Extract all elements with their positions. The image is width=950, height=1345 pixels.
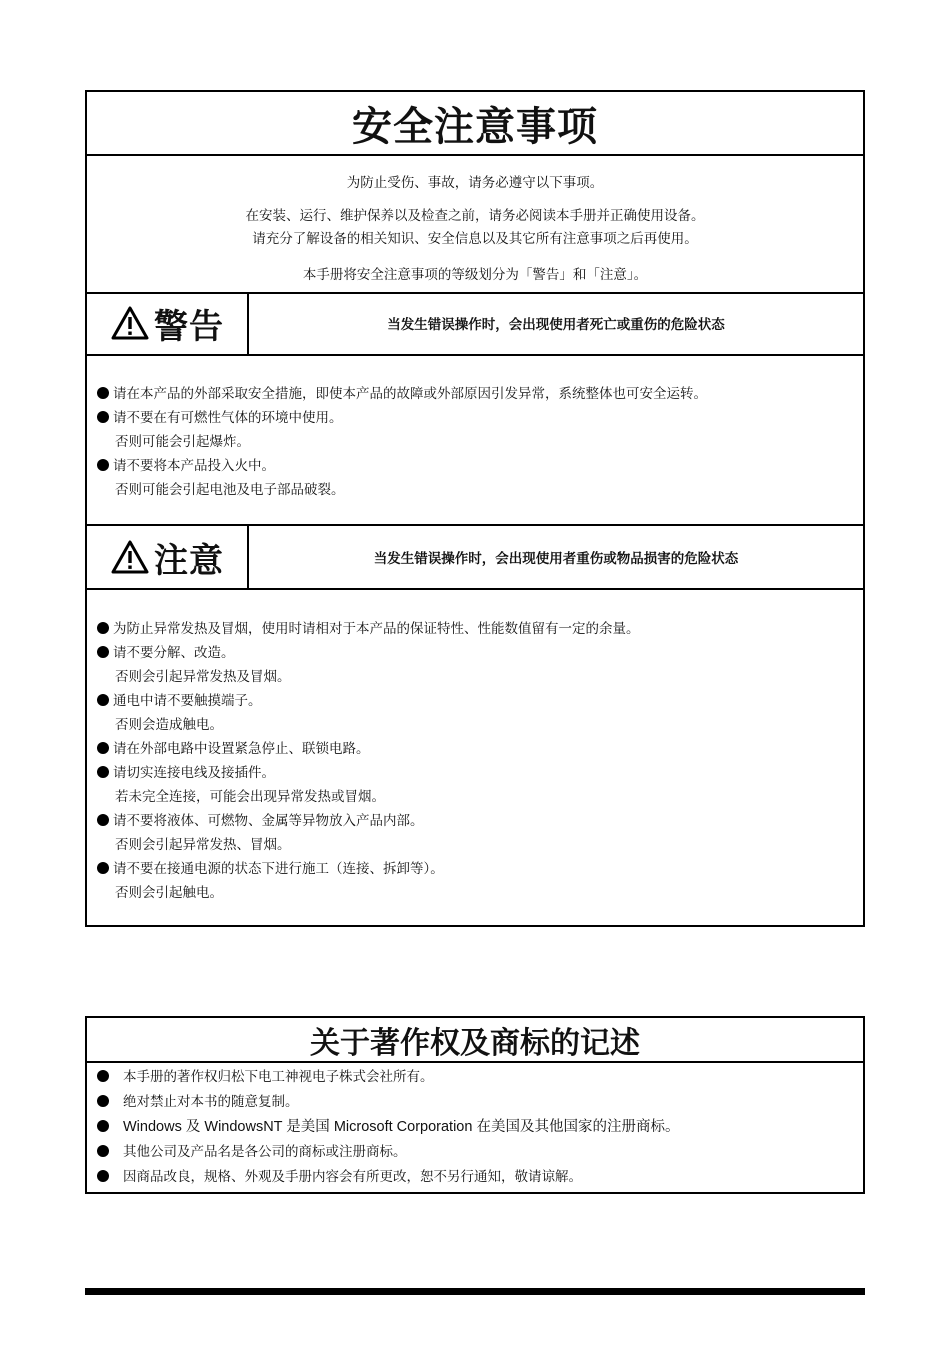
- bullet-icon: [97, 646, 109, 658]
- list-item-note: 否则会引起异常发热、冒烟。: [115, 837, 291, 853]
- list-item: [97, 1118, 679, 1136]
- list-item: [97, 860, 444, 878]
- caution-label: 注意: [154, 540, 224, 581]
- list-item: [97, 812, 424, 830]
- list-item-text: 请切实连接电线及接插件。: [113, 765, 275, 781]
- list-item-text: 因商品改良，规格、外观及手册内容会有所更改，恕不另行通知，敬请谅解。: [123, 1169, 582, 1185]
- bullet-icon: [97, 814, 109, 826]
- warning-triangle-icon: [110, 539, 150, 575]
- list-item-text: 通电中请不要触摸端子。: [113, 693, 262, 709]
- list-item-note: 若未完全连接，可能会出现异常发热或冒烟。: [115, 789, 385, 805]
- list-item-note: 否则会引起触电。: [115, 885, 223, 901]
- list-item-note: 否则会造成触电。: [115, 717, 223, 733]
- list-item-text: 为防止异常发热及冒烟，使用时请相对于本产品的保证特性、性能数值留有一定的余量。: [113, 621, 640, 637]
- list-item-note: 否则会引起异常发热及冒烟。: [115, 669, 291, 685]
- list-item: [97, 620, 640, 638]
- bullet-icon: [97, 1145, 109, 1157]
- copyright-title: 关于著作权及商标的记述: [87, 1018, 863, 1063]
- intro-line: 请充分了解设备的相关知识、安全信息以及其它所有注意事项之后再使用。: [252, 231, 698, 247]
- list-item-text: 请不要将本产品投入火中。: [113, 458, 275, 474]
- list-item: [97, 1143, 407, 1161]
- safety-precautions-box: [85, 90, 865, 927]
- bullet-icon: [97, 411, 109, 423]
- list-item-text: 请在外部电路中设置紧急停止、联锁电路。: [113, 741, 370, 757]
- intro-line: 为防止受伤、事故，请务必遵守以下事项。: [346, 175, 604, 191]
- bullet-icon: [97, 694, 109, 706]
- caution-description: 当发生错误操作时，会出现使用者重伤或物品损害的危险状态: [373, 551, 739, 567]
- warning-header-row: [87, 292, 863, 356]
- list-item: [97, 409, 343, 427]
- list-item-text: 其他公司及产品名是各公司的商标或注册商标。: [123, 1144, 407, 1160]
- bullet-icon: [97, 459, 109, 471]
- bullet-icon: [97, 1120, 109, 1132]
- list-item: [97, 764, 275, 782]
- list-item-text: 请在本产品的外部采取安全措施，即使本产品的故障或外部原因引发异常，系统整体也可安全运转。: [113, 386, 707, 402]
- warning-label-cell: [87, 292, 249, 354]
- intro-line: 本手册将安全注意事项的等级划分为「警告」和「注意」。: [302, 267, 648, 283]
- bullet-icon: [97, 622, 109, 634]
- list-item-note: 否则可能会引起爆炸。: [115, 434, 250, 450]
- list-item-text: 请不要将液体、可燃物、金属等异物放入产品内部。: [113, 813, 424, 829]
- list-item-text: 请不要在接通电源的状态下进行施工（连接、拆卸等）。: [113, 861, 444, 877]
- caution-label-cell: [87, 526, 249, 588]
- warning-triangle-icon: [110, 305, 150, 341]
- list-item-note: 否则可能会引起电池及电子部品破裂。: [115, 482, 345, 498]
- bullet-icon: [97, 1095, 109, 1107]
- bullet-icon: [97, 862, 109, 874]
- caution-list: [87, 588, 863, 925]
- copyright-box: [85, 1016, 865, 1194]
- list-item: [97, 1093, 299, 1111]
- footer-rule: [85, 1288, 865, 1295]
- bullet-icon: [97, 766, 109, 778]
- list-item: [97, 692, 262, 710]
- bullet-icon: [97, 1170, 109, 1182]
- intro-line: 在安装、运行、维护保养以及检查之前，请务必阅读本手册并正确使用设备。: [245, 208, 705, 224]
- warning-label: 警告: [154, 306, 224, 347]
- bullet-icon: [97, 1070, 109, 1082]
- caution-header-row: [87, 526, 863, 590]
- list-item: [97, 385, 707, 403]
- list-item: [97, 1168, 582, 1186]
- list-item: [97, 740, 370, 758]
- bullet-icon: [97, 387, 109, 399]
- list-item-text: 绝对禁止对本书的随意复制。: [123, 1094, 299, 1110]
- list-item: [97, 644, 235, 662]
- safety-intro: [87, 154, 863, 294]
- list-item-text: 本手册的著作权归松下电工神视电子株式会社所有。: [123, 1069, 434, 1085]
- list-item: [97, 457, 275, 475]
- warning-description: 当发生错误操作时，会出现使用者死亡或重伤的危险状态: [387, 317, 725, 333]
- bullet-icon: [97, 742, 109, 754]
- list-item: [97, 1068, 434, 1086]
- list-item-text: 请不要分解、改造。: [113, 645, 235, 661]
- list-item-text: Windows 及 WindowsNT 是美国 Microsoft Corporation 在美国及其他国家的注册商标。: [123, 1119, 680, 1135]
- warning-list: [87, 354, 863, 526]
- safety-title: 安全注意事项: [87, 92, 863, 156]
- list-item-text: 请不要在有可燃性气体的环境中使用。: [113, 410, 343, 426]
